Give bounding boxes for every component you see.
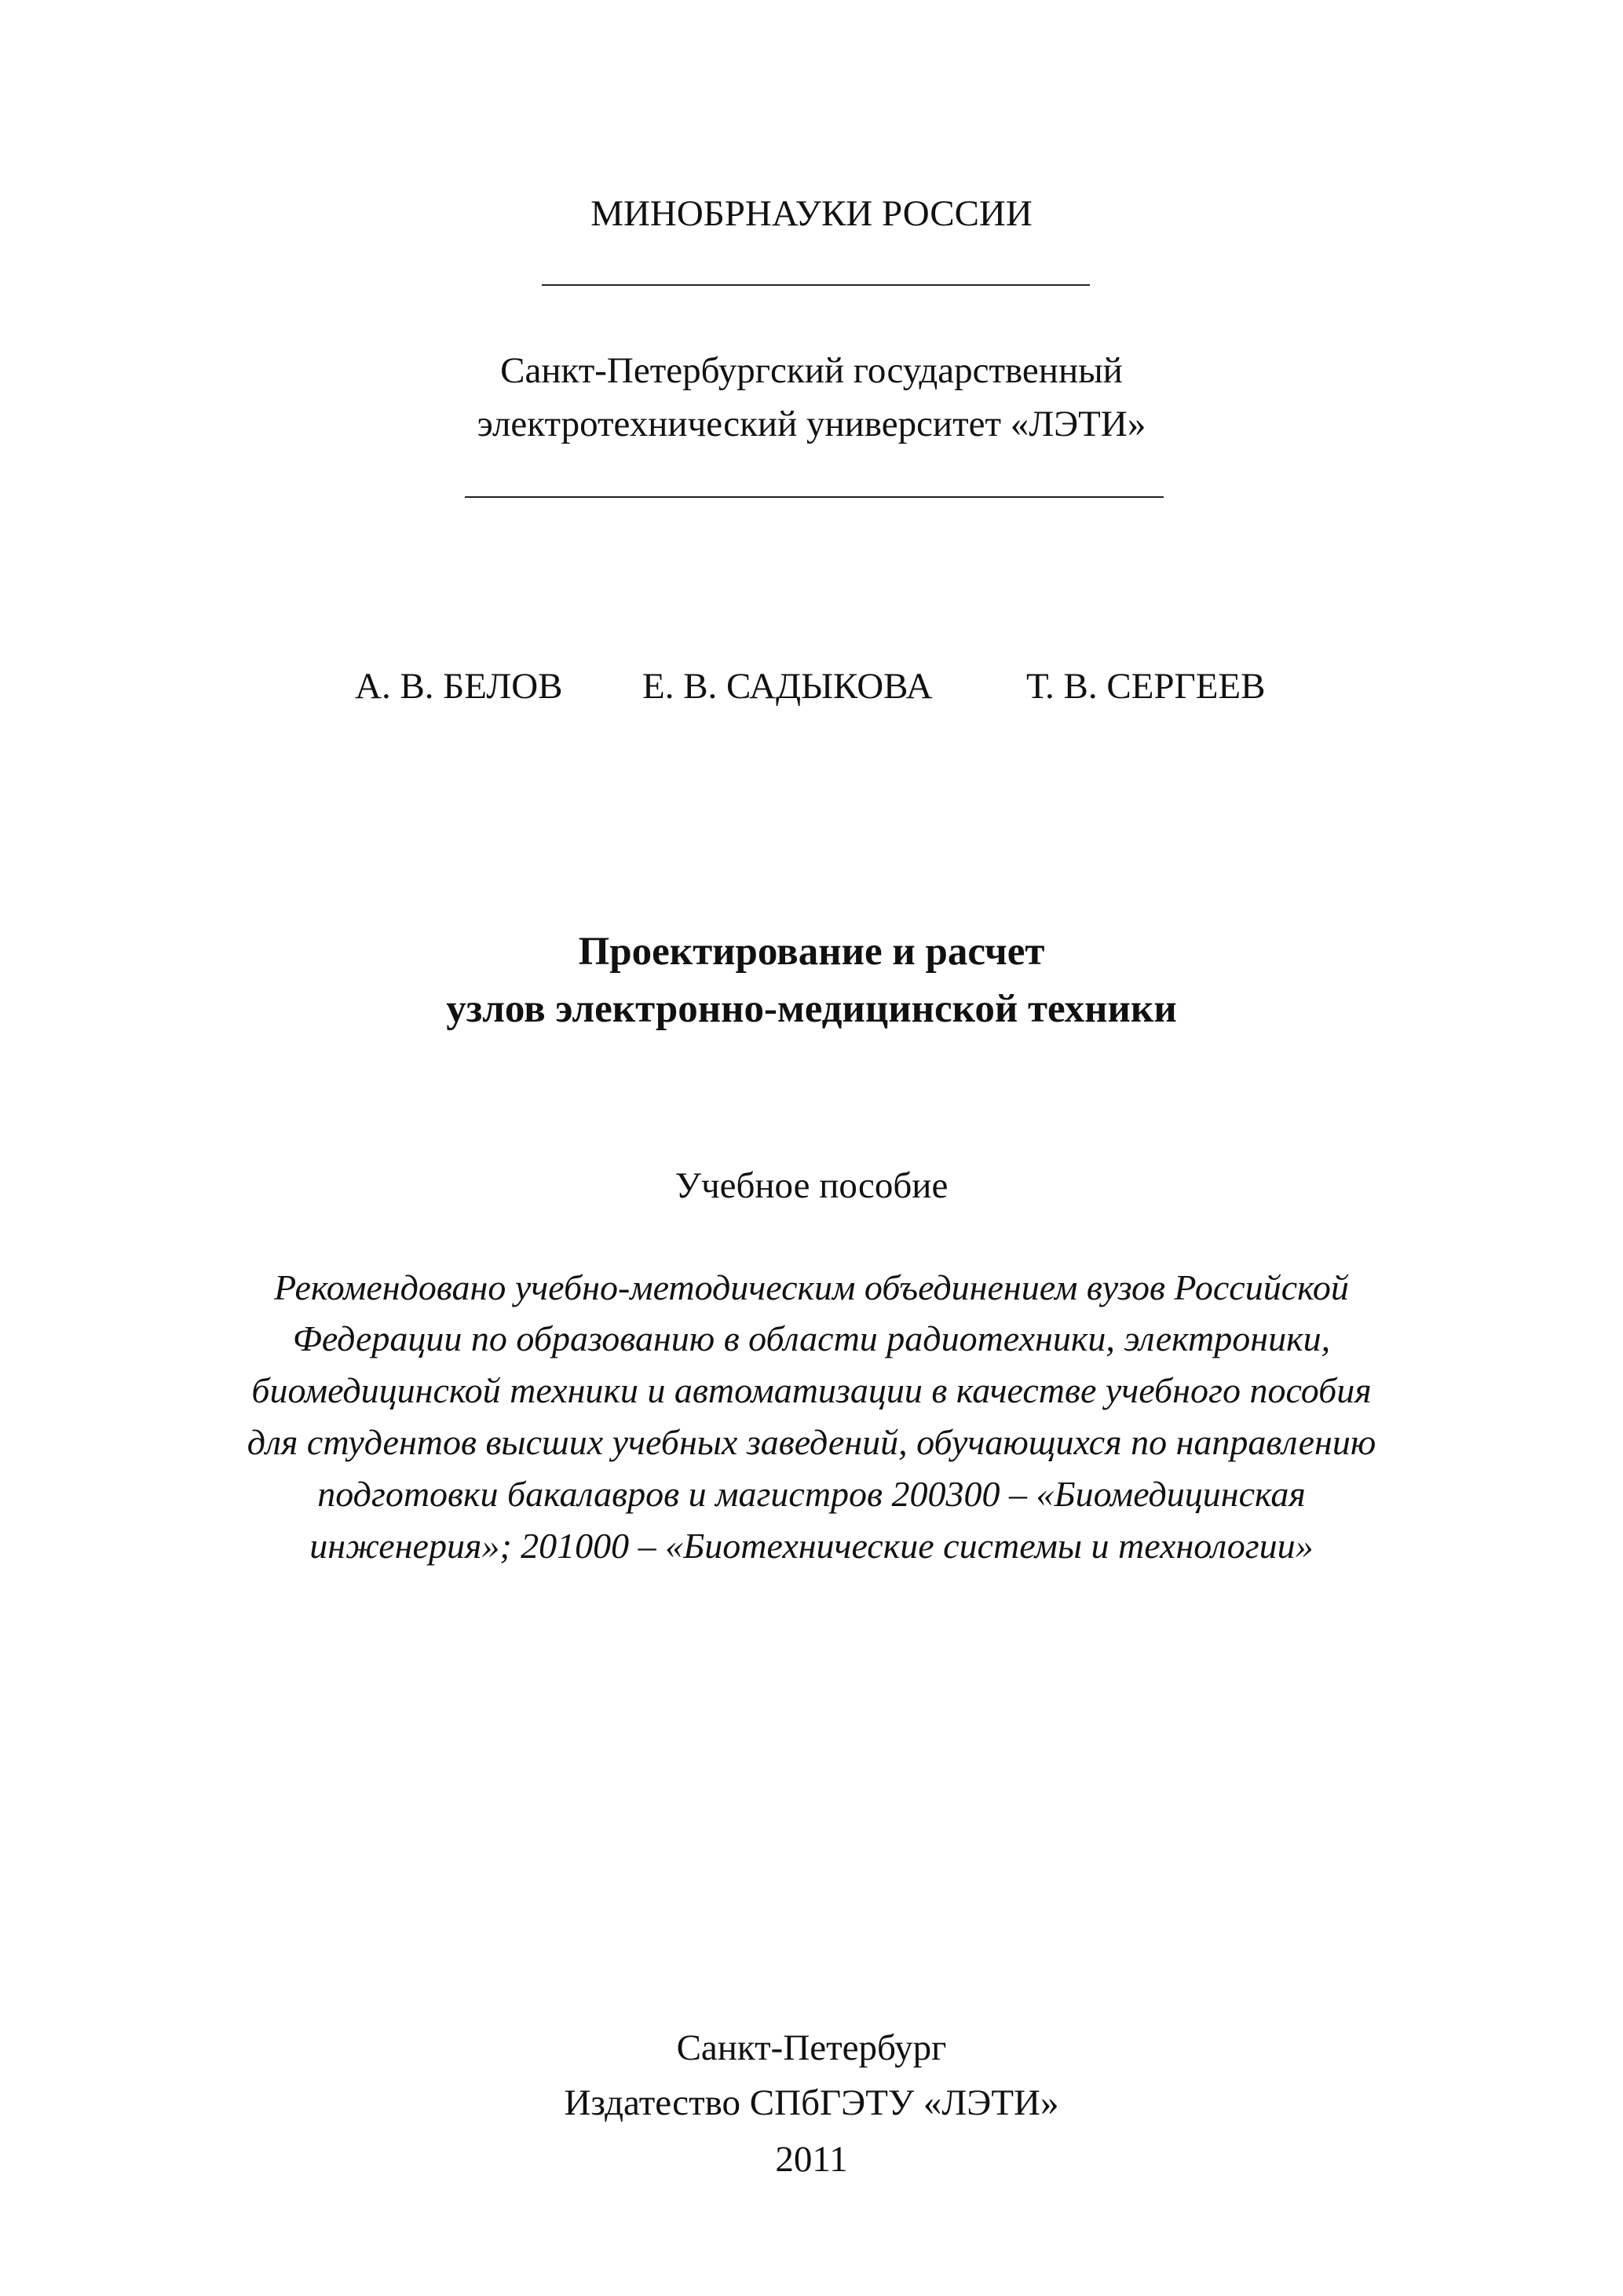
author-1: А. В. БЕЛОВ	[355, 666, 563, 707]
university-name-line1: Санкт-Петербургский государственный	[500, 350, 1123, 391]
book-title-line1: Проектирование и расчет	[578, 930, 1045, 974]
university-name-line2: электротехнический университет «ЛЭТИ»	[477, 404, 1146, 444]
imprint-year: 2011	[775, 2139, 848, 2180]
header-divider-1	[542, 284, 1090, 286]
recommendation-line: Федерации по образованию в области радиотехники, электроники,	[292, 1318, 1331, 1358]
document-type: Учебное пособие	[674, 1165, 949, 1206]
recommendation-line: Рекомендовано учебно-методическим объединением вузов Российской	[274, 1267, 1349, 1307]
recommendation-line: биомедицинской техники и автоматизации в качестве учебного пособия	[251, 1370, 1372, 1410]
book-title-line2: узлов электронно-медицинской техники	[446, 987, 1177, 1031]
header-divider-2	[465, 496, 1164, 498]
imprint-publisher: Издатество СПбГЭТУ «ЛЭТИ»	[564, 2082, 1059, 2123]
author-3: Т. В. СЕРГЕЕВ	[1026, 666, 1266, 707]
ministry-name: МИНОБРНАУКИ РОССИИ	[590, 193, 1033, 234]
author-2: Е. В. САДЫКОВА	[642, 666, 933, 707]
recommendation-line: для студентов высших учебных заведений, обучающихся по направлению	[247, 1422, 1376, 1462]
authors	[0, 661, 1623, 711]
recommendation-line: инженерия»; 201000 – «Биотехнические системы и технологии»	[309, 1526, 1314, 1566]
recommendation-line: подготовки бакалавров и магистров 200300 – «Биомедицинская	[317, 1474, 1306, 1514]
imprint-city: Санкт-Петербург	[676, 2027, 947, 2068]
